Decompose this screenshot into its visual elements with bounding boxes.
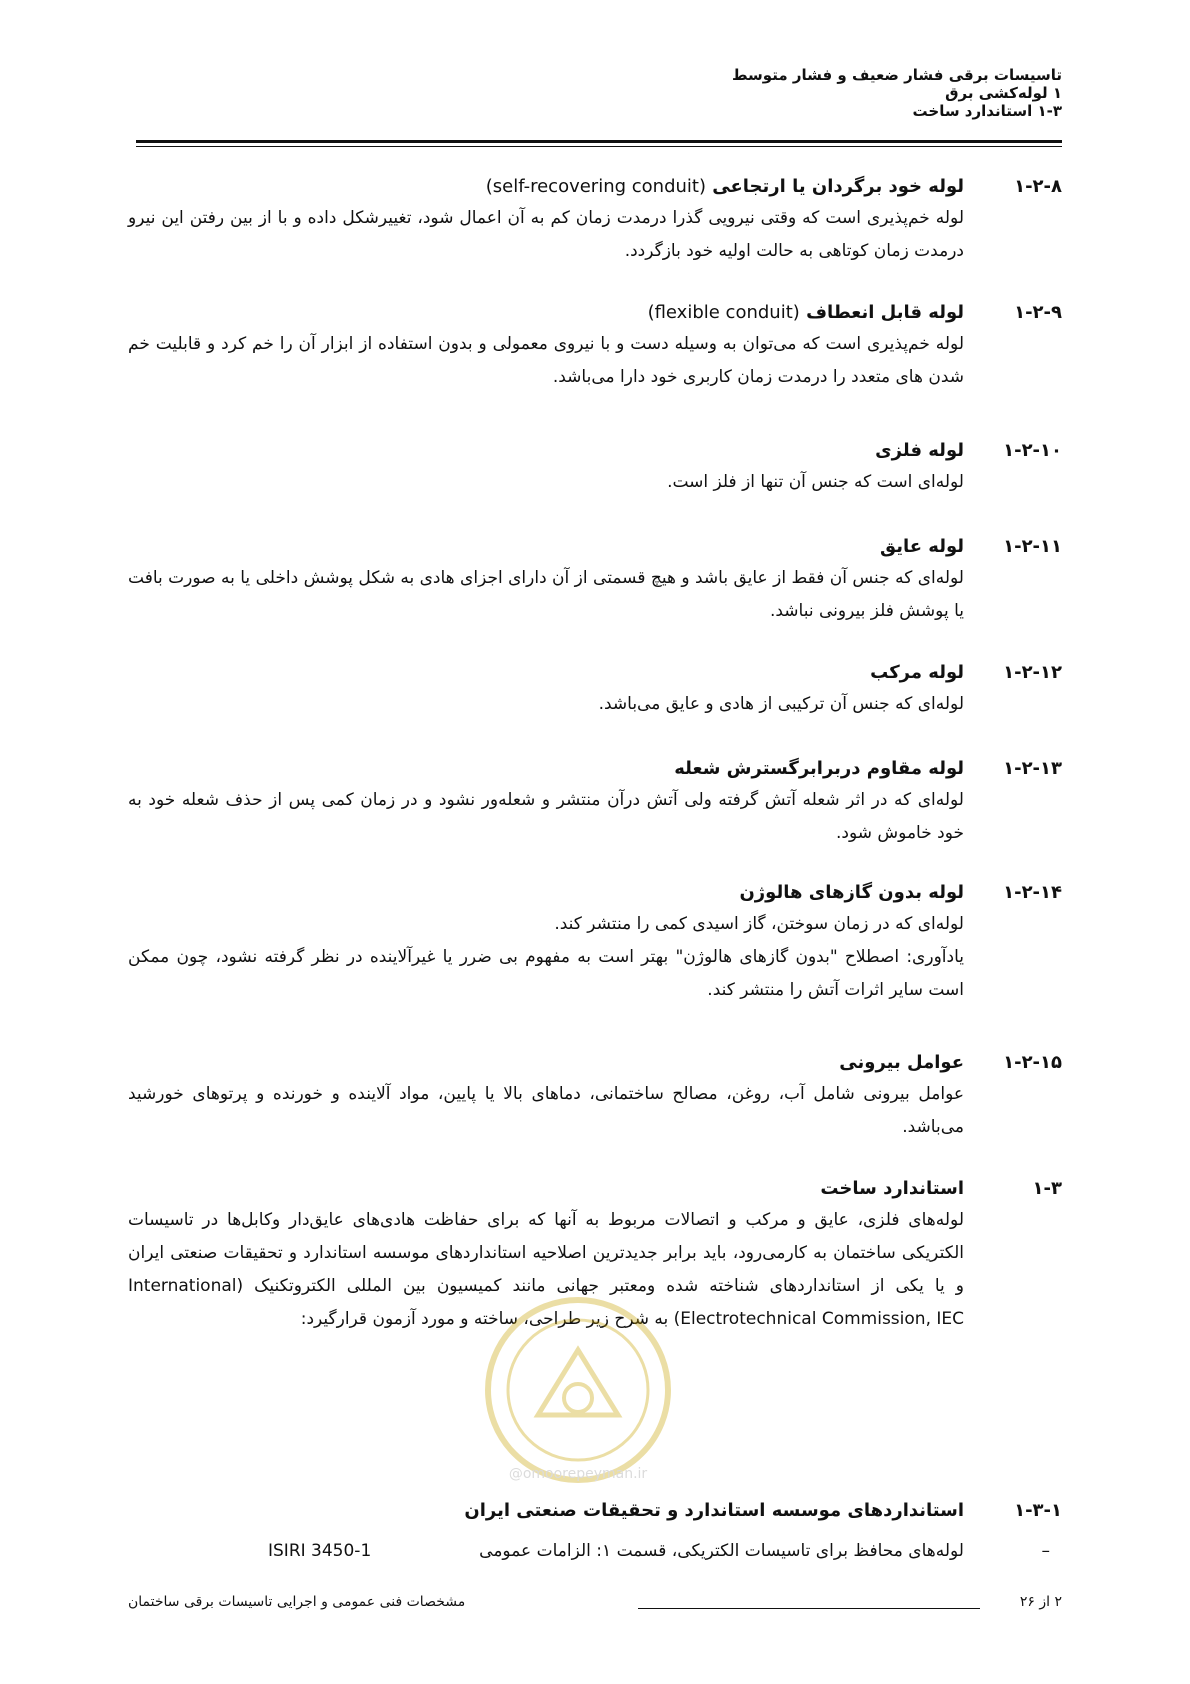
section-1-2-12	[128, 658, 1062, 721]
header-subsection-title: ۱-۳ استاندارد ساخت	[912, 102, 1062, 120]
standard-title: لوله‌های محافظ برای تاسیسات الکتریکی، قسمت ۱: الزامات عمومی	[479, 1541, 964, 1561]
section-body: لوله‌ای که در زمان سوختن، گاز اسیدی کمی را منتشر کند.	[554, 914, 964, 934]
section-number: ۱-۳-۱	[1014, 1500, 1062, 1521]
section-title: لوله مرکب	[870, 662, 964, 683]
section-1-2-15	[128, 1048, 1062, 1144]
section-1-2-9	[128, 298, 1062, 394]
page-footer	[128, 1590, 1062, 1614]
section-title-fa: لوله قابل انعطاف	[806, 302, 964, 323]
standard-list-item	[128, 1536, 1062, 1566]
section-number: ۱-۲-۱۱	[1003, 536, 1062, 557]
section-body: لوله‌ای که در اثر شعله آتش گرفته ولی آتش درآن منتشر و شعله‌ور نشود و در زمان کمی پس از حذف شعله خود به خود خاموش شود.	[128, 790, 964, 843]
list-bullet: –	[1041, 1541, 1050, 1561]
section-1-2-11	[128, 532, 1062, 628]
section-body: لوله خم‌پذیری است که می‌توان به وسیله دست و با نیروی معمولی و بدون استفاده از ابزار آن را خم کرد و قابلیت خم شدن های متعدد را درمدت زمان کاربری خود دارا می‌باشد.	[128, 334, 964, 387]
section-1-2-10	[128, 436, 1062, 499]
header-divider-thin	[136, 146, 1062, 147]
section-1-3	[128, 1174, 1062, 1336]
section-number: ۱-۲-۸	[1014, 176, 1062, 197]
section-title: لوله فلزی	[875, 440, 964, 461]
section-body: لوله‌ای که جنس آن ترکیبی از هادی و عایق می‌باشد.	[598, 694, 964, 714]
section-title: استانداردهای موسسه استاندارد و تحقیقات صنعتی ایران	[464, 1500, 964, 1521]
section-number: ۱-۲-۱۴	[1003, 882, 1062, 903]
section-number: ۱-۲-۱۳	[1003, 758, 1062, 779]
section-body: لوله‌ای است که جنس آن تنها از فلز است.	[667, 472, 964, 492]
watermark-text: @omoorepeyman.ir	[508, 1466, 648, 1482]
section-title: عوامل بیرونی	[839, 1052, 964, 1073]
section-body: لوله‌ای که جنس آن فقط از عایق باشد و هیچ قسمتی از آن دارای اجزای هادی به شکل پوشش داخلی یا به صورت بافت یا پوشش فلز بیرونی نباشد.	[128, 568, 964, 621]
section-title: استاندارد ساخت	[820, 1178, 964, 1199]
section-note: یادآوری: اصطلاح "بدون گازهای هالوژن" بهتر است به مفهوم بی ضرر یا غیرآلاینده در نظر گرفته نشود، چون ممکن است سایر اثرات آتش را منتشر کند.	[128, 947, 964, 1000]
section-title-en: (flexible conduit)	[647, 302, 800, 323]
section-title	[648, 298, 964, 328]
header-chapter-title: تاسیسات برقی فشار ضعیف و فشار متوسط	[731, 66, 1062, 84]
section-title: لوله مقاوم دربرابرگسترش شعله	[674, 758, 964, 779]
section-title	[486, 172, 964, 202]
section-number: ۱-۲-۱۰	[1003, 440, 1062, 461]
section-1-3-1	[128, 1496, 1062, 1526]
section-number: ۱-۲-۱۵	[1003, 1052, 1062, 1073]
section-1-2-8	[128, 172, 1062, 268]
section-title-en: (self-recovering conduit)	[485, 176, 706, 197]
footer-title: مشخصات فنی عمومی و اجرایی تاسیسات برقی ساختمان	[128, 1594, 466, 1610]
page-header	[128, 66, 1062, 120]
section-body: لوله‌های فلزی، عایق و مرکب و اتصالات مربوط به آنها که برای حفاظت هادی‌های عایق‌دار وکابل‌ها در تاسیسات الکتریکی ساختمان به کارمی‌رود، باید برابر جدیدترین اصلاحیه استانداردهای موسسه استاندارد و تحقیقات صنعتی ایران و یا یکی از استانداردهای شناخته شده ومعتبر جهانی مانند کمیسیون بین المللی الکتروتکنیک (International Electrotechnical Commission, IEC) به شرح زیر طراحی، ساخته و مورد آزمون قرارگیرد:	[128, 1210, 964, 1329]
standard-code: ISIRI 3450-1	[268, 1541, 372, 1561]
section-1-2-14	[128, 878, 1062, 1007]
section-number: ۱-۲-۱۲	[1003, 662, 1062, 683]
section-body: لوله خم‌پذیری است که وقتی نیرویی گذرا درمدت زمان کم به آن اعمال شود، تغییرشکل داده و با از بین رفتن این نیرو درمدت زمان کوتاهی به حالت اولیه خود بازگردد.	[128, 208, 964, 261]
section-title-fa: لوله خود برگردان یا ارتجاعی	[712, 176, 964, 197]
section-body: عوامل بیرونی شامل آب، روغن، مصالح ساختمانی، دماهای بالا یا پایین، مواد آلاینده و خورنده و پرتوهای خورشید می‌باشد.	[128, 1084, 964, 1137]
section-title: لوله عایق	[879, 536, 964, 557]
section-number: ۱-۳	[1032, 1178, 1062, 1199]
section-title: لوله بدون گازهای هالوژن	[739, 882, 964, 903]
page-number: ۲ از ۲۶	[1019, 1594, 1062, 1610]
header-divider	[136, 140, 1062, 143]
section-number: ۱-۲-۹	[1014, 302, 1062, 323]
section-1-2-13	[128, 754, 1062, 850]
header-section-title: ۱ لوله‌کشی برق	[945, 84, 1062, 102]
footer-divider	[638, 1608, 980, 1609]
